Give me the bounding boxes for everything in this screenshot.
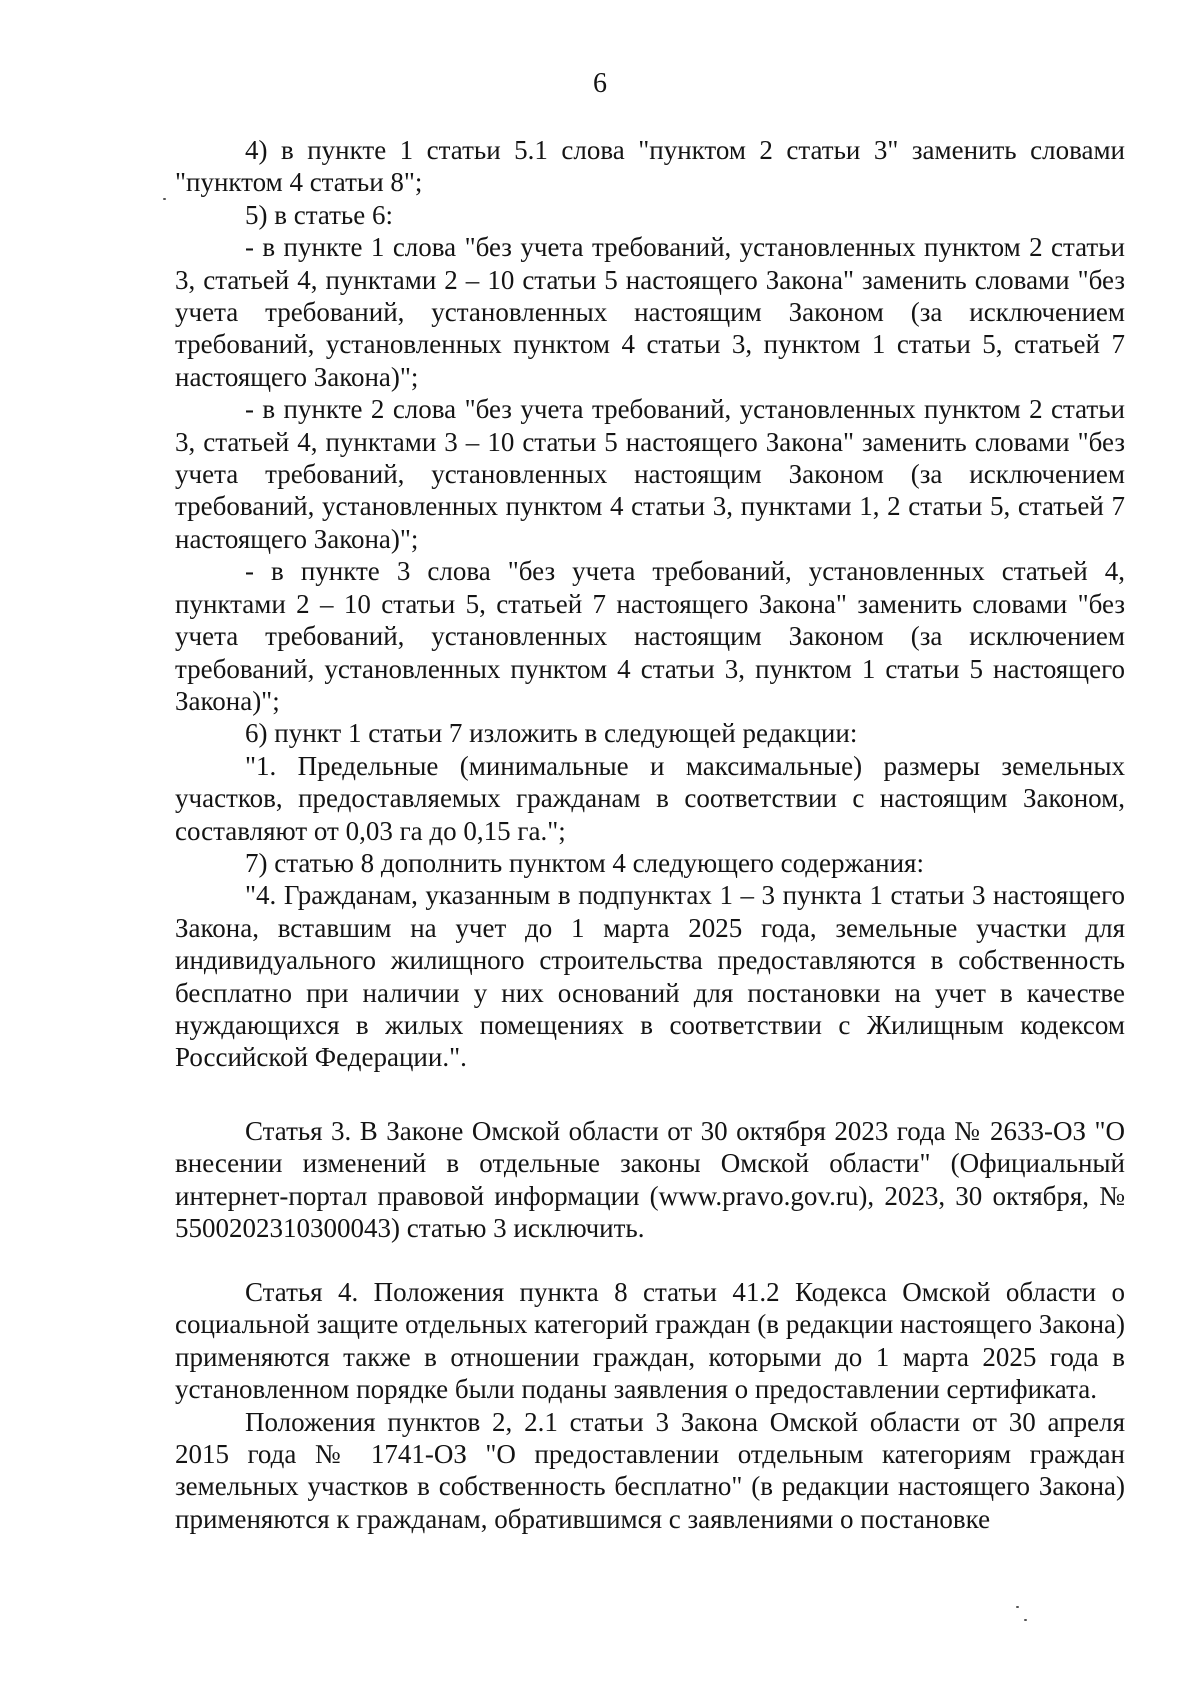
- page-number: 6: [593, 68, 607, 99]
- paragraph-item-5-point-3: - в пункте 3 слова "без учета требований, установленных статьей 4, пунктами 2 – 10 статьи 5, статьей 7 настоящего Закона" заменить словами "без учета требований, установленных настоящим Законом (за исключением требований, установленных пунктом 4 статьи 3, пунктом 1 статьи 5 настоящего Закона)";: [175, 556, 1125, 716]
- scan-speck: [1016, 1606, 1019, 1608]
- paragraph-item-4: 4) в пункте 1 статьи 5.1 слова "пунктом 2 статьи 3" заменить словами "пунктом 4 статьи 8";: [175, 135, 1125, 198]
- amendments-section: [175, 134, 1125, 1074]
- paragraph-item-5: 5) в статье 6:: [245, 199, 393, 230]
- article-3-section: [175, 1115, 1125, 1245]
- paragraph-item-5-point-2: - в пункте 2 слова "без учета требований, установленных пунктом 2 статьи 3, статьей 4, пунктами 3 – 10 статьи 5 настоящего Закона" заменить словами "без учета требований, установленных настоящим Законом (за исключением требований, установленных пунктом 4 статьи 3, пунктами 1, 2 статьи 5, статьей 7 настоящего Закона)";: [175, 394, 1125, 554]
- article-3-paragraph: Статья 3. В Законе Омской области от 30 октября 2023 года № 2633-ОЗ "О внесении изменений в отдельные законы Омской области" (Официальный интернет-портал правовой информации (www.pravo.gov.ru), 2023, 30 октября, № 5500202310300043) статью 3 исключить.: [175, 1116, 1125, 1244]
- paragraph-item-5-point-1: - в пункте 1 слова "без учета требований, установленных пунктом 2 статьи 3, статьей 4, пунктами 2 – 10 статьи 5 настоящего Закона" заменить словами "без учета требований, установленных настоящим Законом (за исключением требований, установленных пунктом 4 статьи 3, пунктом 1 статьи 5, статьей 7 настоящего Закона)";: [175, 232, 1125, 392]
- article-4-paragraph: Статья 4. Положения пункта 8 статьи 41.2 Кодекса Омской области о социальной защите отдельных категорий граждан (в редакции настоящего Закона) применяются также в отношении граждан, которыми до 1 марта 2025 года в установленном порядке были поданы заявления о предоставлении сертификата.: [175, 1277, 1125, 1405]
- article-4-section: [175, 1276, 1125, 1535]
- scan-speck: [1024, 1619, 1027, 1621]
- article-4-second-paragraph: Положения пунктов 2, 2.1 статьи 3 Закона Омской области от 30 апреля 2015 года № 1741-ОЗ "О предоставлении отдельным категориям граждан земельных участков в собственность бесплатно" (в редакции настоящего Закона) применяются к гражданам, обратившимся с заявлениями о постановке: [175, 1406, 1125, 1534]
- paragraph-item-6: 6) пункт 1 статьи 7 изложить в следующей редакции:: [245, 718, 858, 749]
- paragraph-item-7-quote: "4. Гражданам, указанным в подпунктах 1 – 3 пункта 1 статьи 3 настоящего Закона, вставшим на учет до 1 марта 2025 года, земельные участки для индивидуального жилищного строительства предоставляются в собственность бесплатно при наличии у них оснований для постановки на учет в качестве нуждающихся в жилых помещениях в соответствии с Жилищным кодексом Российской Федерации.".: [175, 880, 1125, 1073]
- paragraph-item-7: 7) статью 8 дополнить пунктом 4 следующего содержания:: [245, 847, 924, 878]
- scan-speck: [163, 198, 166, 200]
- paragraph-item-6-quote: "1. Предельные (минимальные и максимальные) размеры земельных участков, предоставляемых гражданам в соответствии с настоящим Законом, составляют от 0,03 га до 0,15 га.";: [175, 750, 1125, 846]
